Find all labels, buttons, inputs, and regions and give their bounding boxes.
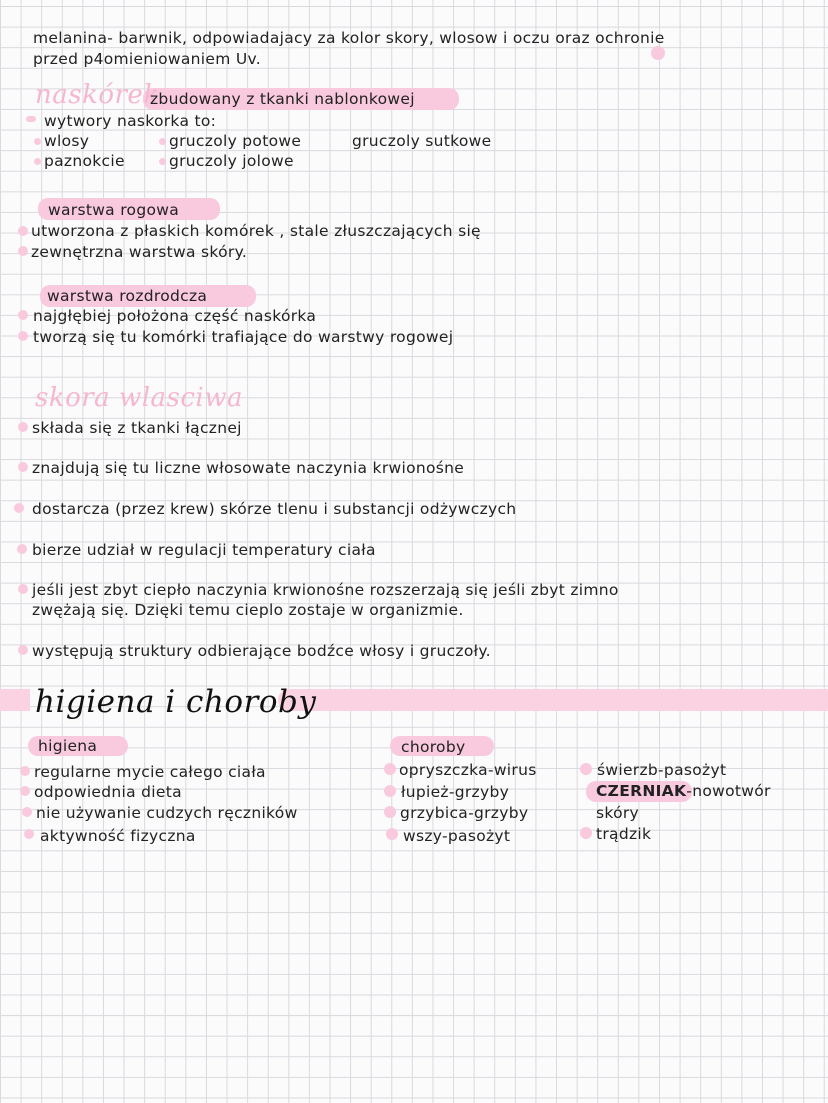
- bullet-dot: [18, 331, 28, 341]
- bullet-dot: [18, 584, 28, 594]
- heading-band: [278, 689, 828, 711]
- higiena-choroby-heading: higiena i choroby: [35, 684, 317, 720]
- warstwa-rozrodcza-line-1: najgłębiej położona część naskórka: [33, 307, 317, 325]
- bullet-dot: [384, 763, 396, 775]
- skora-wlasciwa-heading: skora wlasciwa: [35, 383, 243, 413]
- bullet-dot: [20, 766, 30, 776]
- bullet-dot: [22, 807, 32, 817]
- skora-item: składa się z tkanki łącznej: [32, 419, 242, 437]
- naskorek-heading: naskórek: [35, 80, 160, 110]
- bullet-dot: [580, 827, 592, 839]
- bullet-dot: [18, 645, 28, 655]
- bullet-dot: [18, 246, 28, 256]
- choroby-item: trądzik: [596, 825, 652, 843]
- bullet-dot: [651, 46, 665, 60]
- bullet-dot: [159, 158, 166, 165]
- bullet-dot: [17, 544, 27, 554]
- skora-item: bierze udział w regulacji temperatury ciała: [32, 541, 376, 559]
- choroby-item: grzybica-grzyby: [400, 804, 529, 822]
- bullet-dot: [18, 226, 28, 236]
- bullet-dot: [384, 785, 396, 797]
- bullet-dot: [34, 138, 41, 145]
- bullet-dot: [159, 138, 166, 145]
- skora-item: znajdują się tu liczne włosowate naczynia krwionośne: [32, 459, 465, 477]
- bullet-dot: [18, 462, 28, 472]
- wytwory-label: wytwory naskorka to:: [44, 112, 217, 130]
- intro-line-1: melanina- barwnik, odpowiadajacy za kolor skory, wlosow i oczu oraz ochronie: [33, 29, 665, 47]
- bullet-dot: [24, 829, 34, 839]
- intro-line-2: przed p4omieniowaniem Uv.: [33, 50, 261, 68]
- higiena-item: odpowiednia dieta: [34, 783, 182, 801]
- higiena-label: higiena: [38, 737, 98, 755]
- choroby-item: wszy-pasożyt: [403, 827, 511, 845]
- wytwory-item: wlosy: [44, 132, 90, 150]
- bullet-dot: [580, 763, 592, 775]
- bullet-dot: [34, 158, 41, 165]
- wytwory-item: paznokcie: [44, 152, 125, 170]
- bullet-dot: [384, 806, 396, 818]
- nowotwor-label: -nowotwór: [686, 782, 771, 800]
- heading-band: [0, 689, 30, 711]
- bullet-dot: [20, 786, 30, 796]
- higiena-item: regularne mycie całego ciała: [34, 763, 266, 781]
- choroby-item: skóry: [596, 804, 640, 822]
- warstwa-rozrodcza-label: warstwa rozdrodcza: [47, 287, 208, 305]
- choroby-item: [596, 781, 771, 801]
- bullet-dot: [14, 503, 24, 513]
- wytwory-item: gruczoly jolowe: [169, 152, 294, 170]
- choroby-item: opryszczka-wirus: [399, 761, 537, 779]
- skora-item: dostarcza (przez krew) skórze tlenu i substancji odżywczych: [32, 500, 517, 518]
- warstwa-rozrodcza-line-2: tworzą się tu komórki trafiające do warstwy rogowej: [33, 328, 454, 346]
- bullet-dot: [386, 828, 398, 840]
- choroby-item: łupież-grzyby: [401, 783, 510, 801]
- czerniak-label: CZERNIAK: [596, 782, 687, 800]
- choroby-label: choroby: [401, 738, 466, 756]
- naskorek-subtitle: zbudowany z tkanki nablonkowej: [150, 90, 415, 108]
- bullet-dot: [18, 422, 28, 432]
- bullet-dot: [18, 310, 28, 320]
- warstwa-rogowa-line-1: utworzona z płaskich komórek , stale złuszczających się: [31, 222, 481, 240]
- choroby-item: świerzb-pasożyt: [597, 761, 727, 779]
- wytwory-item: gruczoly sutkowe: [352, 132, 492, 150]
- skora-item: zwężają się. Dzięki temu cieplo zostaje w organizmie.: [32, 601, 464, 619]
- skora-item: jeśli jest zbyt ciepło naczynia krwionośne rozszerzają się jeśli zbyt zimno: [32, 581, 619, 599]
- skora-item: występują struktury odbierające bodźce włosy i gruczoły.: [32, 642, 491, 660]
- higiena-item: aktywność fizyczna: [40, 827, 196, 845]
- bullet-dot: [26, 116, 36, 122]
- warstwa-rogowa-label: warstwa rogowa: [48, 201, 180, 219]
- wytwory-item: gruczoly potowe: [169, 132, 302, 150]
- warstwa-rogowa-line-2: zewnętrzna warstwa skóry.: [31, 243, 248, 261]
- higiena-item: nie używanie cudzych ręczników: [36, 804, 298, 822]
